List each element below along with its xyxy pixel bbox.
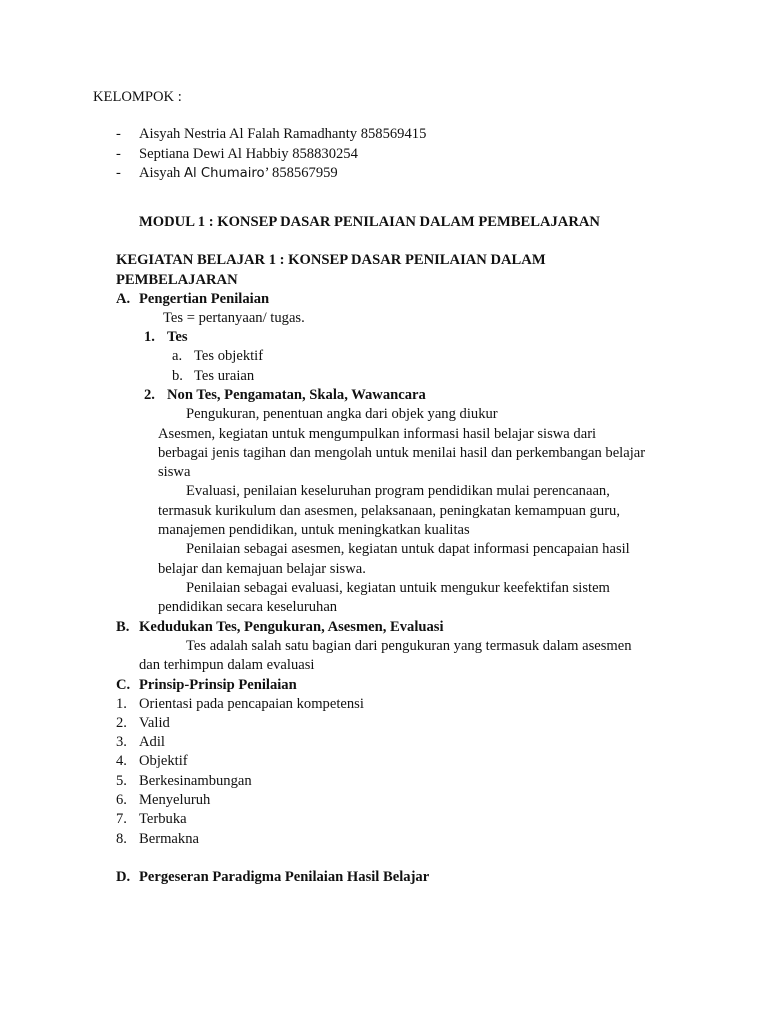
list-item: Terbuka	[139, 811, 187, 827]
member-item: Aisyah Nestria Al Falah Ramadhanty 858569415	[139, 126, 427, 142]
list-marker: b.	[172, 368, 183, 384]
member-name-part: Al Chumairo	[184, 166, 265, 181]
section-c-marker: C.	[116, 677, 131, 693]
list-item: Tes uraian	[194, 368, 255, 384]
list-number: 1.	[116, 696, 127, 712]
list-number: 4.	[116, 753, 127, 769]
section-b-title: Kedudukan Tes, Pengukuran, Asesmen, Evaluasi	[139, 619, 444, 635]
subsection-title-non-tes: Non Tes, Pengamatan, Skala, Wawancara	[167, 387, 426, 403]
list-item: Bermakna	[139, 831, 199, 847]
section-a-title: Pengertian Penilaian	[139, 291, 270, 307]
list-number: 3.	[116, 734, 127, 750]
kegiatan-title-line: PEMBELAJARAN	[116, 272, 238, 288]
list-number: 7.	[116, 811, 127, 827]
paragraph-line: Tes adalah salah satu bagian dari pengukuran yang termasuk dalam asesmen	[186, 638, 632, 654]
group-heading: KELOMPOK :	[93, 89, 182, 105]
section-a-marker: A.	[116, 291, 131, 307]
list-item: Adil	[139, 734, 165, 750]
paragraph-line: termasuk kurikulum dan asesmen, pelaksanaan, peningkatan kemampuan guru,	[158, 503, 620, 519]
list-item: Tes objektif	[194, 348, 264, 364]
subsection-title-tes: Tes	[167, 329, 188, 345]
paragraph-line: Asesmen, kegiatan untuk mengumpulkan informasi hasil belajar siswa dari	[158, 426, 597, 442]
list-number: 5.	[116, 773, 127, 789]
paragraph-line: belajar dan kemajuan belajar siswa.	[158, 561, 366, 577]
list-number: 6.	[116, 792, 127, 808]
member-name-part: Aisyah	[139, 165, 181, 181]
list-item: Orientasi pada pencapaian kompetensi	[139, 696, 364, 712]
paragraph-line: pendidikan secara keseluruhan	[158, 599, 338, 615]
member-name-part: ’ 858567959	[264, 165, 338, 181]
paragraph-line: manajemen pendidikan, untuk meningkatkan kualitas	[158, 522, 470, 538]
section-d-title: Pergeseran Paradigma Penilaian Hasil Belajar	[139, 869, 430, 885]
list-marker: a.	[172, 348, 183, 364]
tes-definition: Tes = pertanyaan/ tugas.	[163, 310, 305, 326]
member-item: Septiana Dewi Al Habbiy 858830254	[139, 146, 358, 162]
list-number: 2.	[116, 715, 127, 731]
list-number: 8.	[116, 831, 127, 847]
member-dash: -	[116, 165, 121, 181]
modul-title: MODUL 1 : KONSEP DASAR PENILAIAN DALAM PEMBELAJARAN	[139, 214, 600, 230]
list-item: Valid	[139, 715, 170, 731]
paragraph-line: berbagai jenis tagihan dan mengolah untuk menilai hasil dan perkembangan belajar	[158, 445, 646, 461]
paragraph-line: Penilaian sebagai evaluasi, kegiatan untuik mengukur keefektifan sistem	[186, 580, 610, 596]
paragraph-line: dan terhimpun dalam evaluasi	[139, 657, 315, 673]
paragraph-line: siswa	[158, 464, 191, 480]
paragraph-line: Penilaian sebagai asesmen, kegiatan untuk dapat informasi pencapaian hasil	[186, 541, 630, 557]
list-item: Objektif	[139, 753, 188, 769]
paragraph-line: Pengukuran, penentuan angka dari objek yang diukur	[186, 406, 498, 422]
kegiatan-title-line: KEGIATAN BELAJAR 1 : KONSEP DASAR PENILAIAN DALAM	[116, 252, 546, 268]
list-item: Berkesinambungan	[139, 773, 252, 789]
list-item: Menyeluruh	[139, 792, 211, 808]
section-d-marker: D.	[116, 869, 131, 885]
section-b-marker: B.	[116, 619, 130, 635]
member-dash: -	[116, 146, 121, 162]
section-c-title: Prinsip-Prinsip Penilaian	[139, 677, 297, 693]
paragraph-line: Evaluasi, penilaian keseluruhan program pendidikan mulai perencanaan,	[186, 483, 610, 499]
subsection-marker: 2.	[144, 387, 155, 403]
member-dash: -	[116, 126, 121, 142]
member-item	[139, 166, 338, 181]
subsection-marker: 1.	[144, 329, 155, 345]
